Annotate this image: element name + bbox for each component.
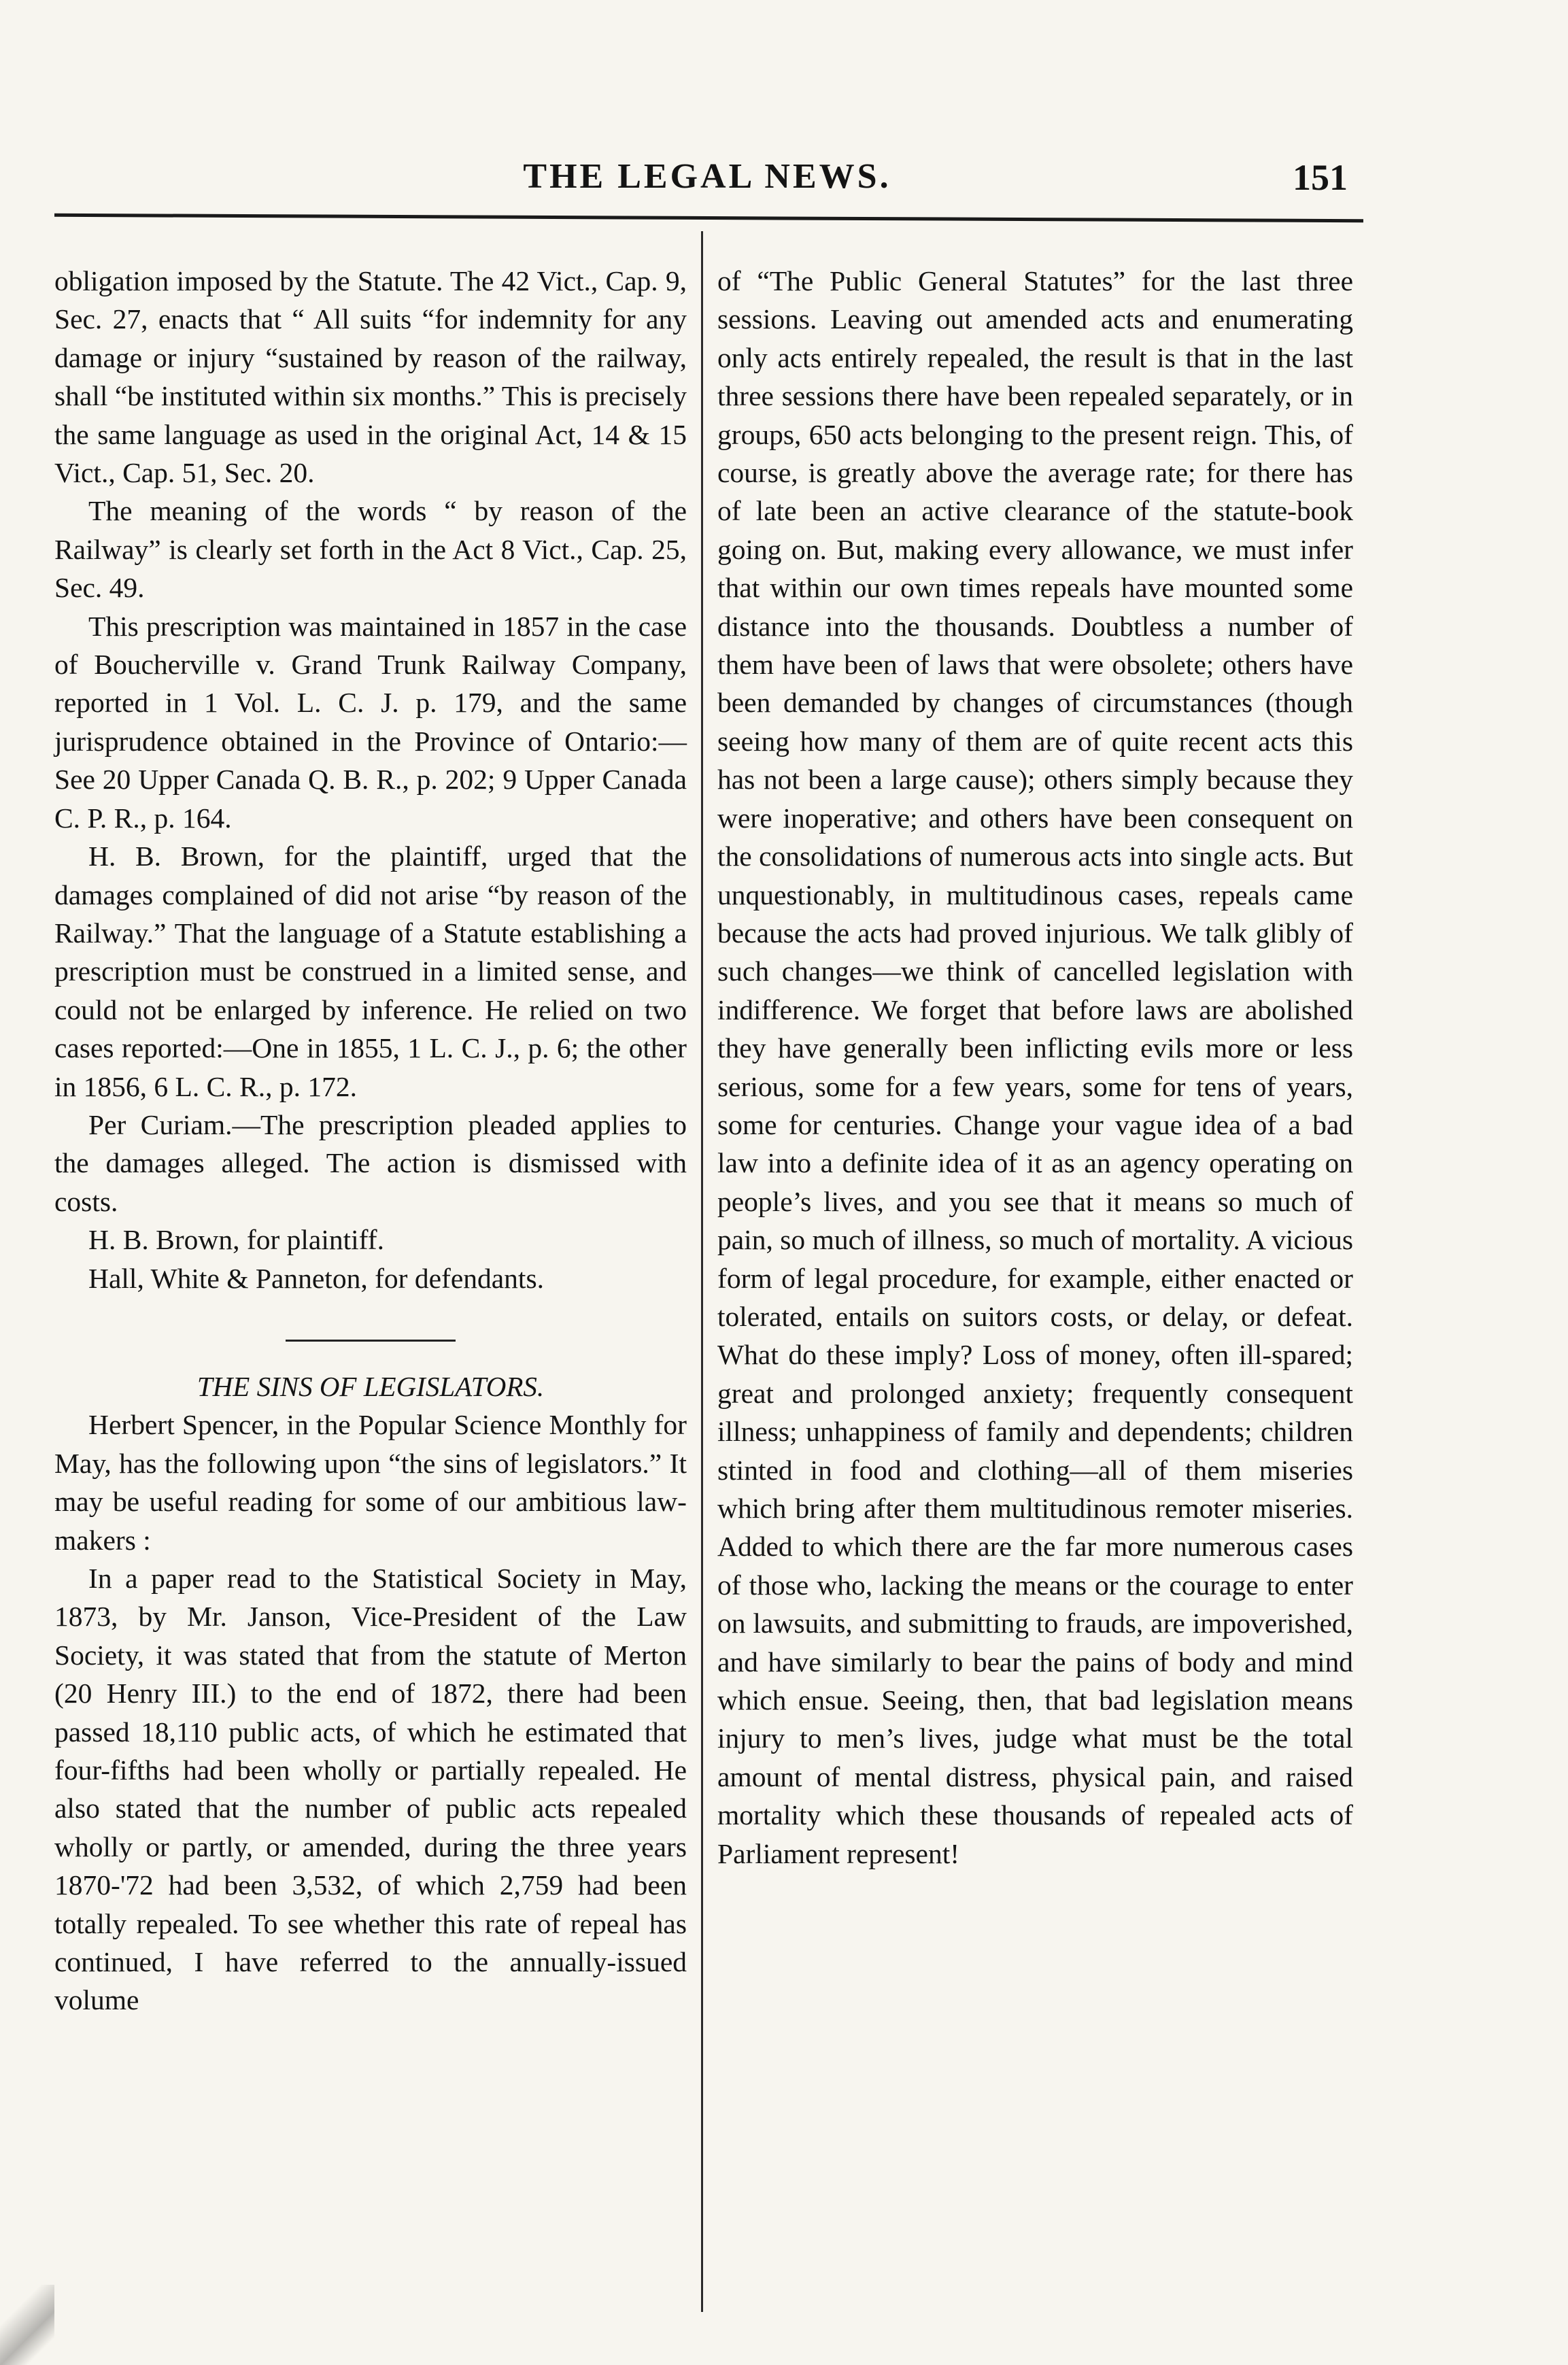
header-rule: [54, 214, 1363, 222]
counsel-line: H. B. Brown, for plaintiff.: [88, 1224, 384, 1256]
paragraph: of “The Public General Statutes” for the last three sessions. Leaving out amended acts and enumerating only acts entirely repealed, the result is that in the last three sessions there have been repealed separately, or in groups, 650 acts belonging to the present reign. This, of course, is greatly above the average rate; for there has of late been an active clearance of the statute-book going on. But, making every allowance, we must infer that within our own times repeals have mounted some distance into the thousands. Doubtless a number of them have been of laws that were obsolete; others have been demanded by changes of circumstances (though seeing how many of them are of quite recent acts this has not been a large cause); others simply because they were inoperative; and others have been consequent on the consolidations of numerous acts into single acts. But unquestionably, in multitudinous cases, repeals came because the acts had proved injurious. We talk glibly of such changes—we think of cancelled legislation with indifference. We forget that before laws are abolished they have generally been inflicting evils more or less serious, some for a few years, some for tens of years, some for centuries. Change your vague idea of a bad law into a definite idea of it as an agency operating on people’s lives, and you see that it means so much of pain, so much of illness, so much of mortality. A vicious form of legal procedure, for example, either enacted or tolerated, entails on suitors costs, or delay, or defeat. What do these imply? Loss of money, often ill-spared; great and prolonged anxiety; frequently consequent illness; unhappiness of family and dependents; children stinted in food and clothing—all of them miseries which bring after them multitudinous remoter miseries. Added to which there are the far more numerous cases of those who, lacking the means or the courage to enter on lawsuits, and submitting to frauds, are impoverished, and have similarly to bear the pains of body and mind which ensue. Seeing, then, that bad legislation means injury to men’s lives, judge what must be the total amount of mental distress, physical pain, and raised mortality which these thousands of repealed acts of Parliament represent!: [717, 265, 1353, 1869]
page-header: [54, 143, 1360, 204]
paragraph: H. B. Brown, for the plaintiff, urged that the damages complained of did not arise “by reason of the Railway.” That the language of a Statute establishing a prescription must be construed in a limited sense, and could not be enlarged by inference. He relied on two cases reported:—One in 1855, 1 L. C. J., p. 6; the other in 1856, 6 L. C. R., p. 172.: [54, 840, 687, 1102]
paragraph: This prescription was maintained in 1857 in the case of Boucherville v. Grand Trunk Railway Company, reported in 1 Vol. L. C. J. p. 179, and the same jurisprudence obtained in the Province of Ontario:—See 20 Upper Canada Q. B. R., p. 202; 9 Upper Canada C. P. R., p. 164.: [54, 610, 687, 834]
running-title: THE LEGAL NEWS.: [523, 157, 891, 196]
paragraph: Per Curiam.—The prescription pleaded applies to the damages alleged. The action is dismissed with costs.: [54, 1108, 687, 1217]
section-separator: [286, 1340, 456, 1342]
paragraph: The meaning of the words “ by reason of the Railway” is clearly set forth in the Act 8 Vict., Cap. 25, Sec. 49.: [54, 495, 687, 604]
counsel-line: Hall, White & Panneton, for defendants.: [88, 1262, 544, 1294]
section-title: THE SINS OF LEGISLATORS.: [197, 1370, 545, 1402]
page-number: 151: [1293, 157, 1348, 198]
left-column: [54, 262, 687, 2020]
column-divider: [701, 231, 703, 2312]
right-column: [717, 262, 1353, 1873]
paragraph: Herbert Spencer, in the Popular Science Monthly for May, has the following upon “the sins of legislators.” It may be useful reading for some of our ambitious law-makers :: [54, 1409, 687, 1556]
paragraph: In a paper read to the Statistical Society in May, 1873, by Mr. Janson, Vice-President of the Law Society, it was stated that from the statute of Merton (20 Henry III.) to the end of 1872, there had been passed 18,110 public acts, of which he estimated that four-fifths had been wholly or partially repealed. He also stated that the number of public acts repealed wholly or partly, or amended, during the three years 1870-'72 had been 3,532, of which 2,759 had been totally repealed. To see whether this rate of repeal has continued, I have referred to the annually-issued volume: [54, 1563, 687, 2016]
paragraph: obligation imposed by the Statute. The 42 Vict., Cap. 9, Sec. 27, enacts that “ All suits “for indemnity for any damage or injury “sustained by reason of the railway, shall “be instituted within six months.” This is precisely the same language as used in the original Act, 14 & 15 Vict., Cap. 51, Sec. 20.: [54, 265, 687, 489]
scan-edge-mark: [0, 2285, 54, 2365]
